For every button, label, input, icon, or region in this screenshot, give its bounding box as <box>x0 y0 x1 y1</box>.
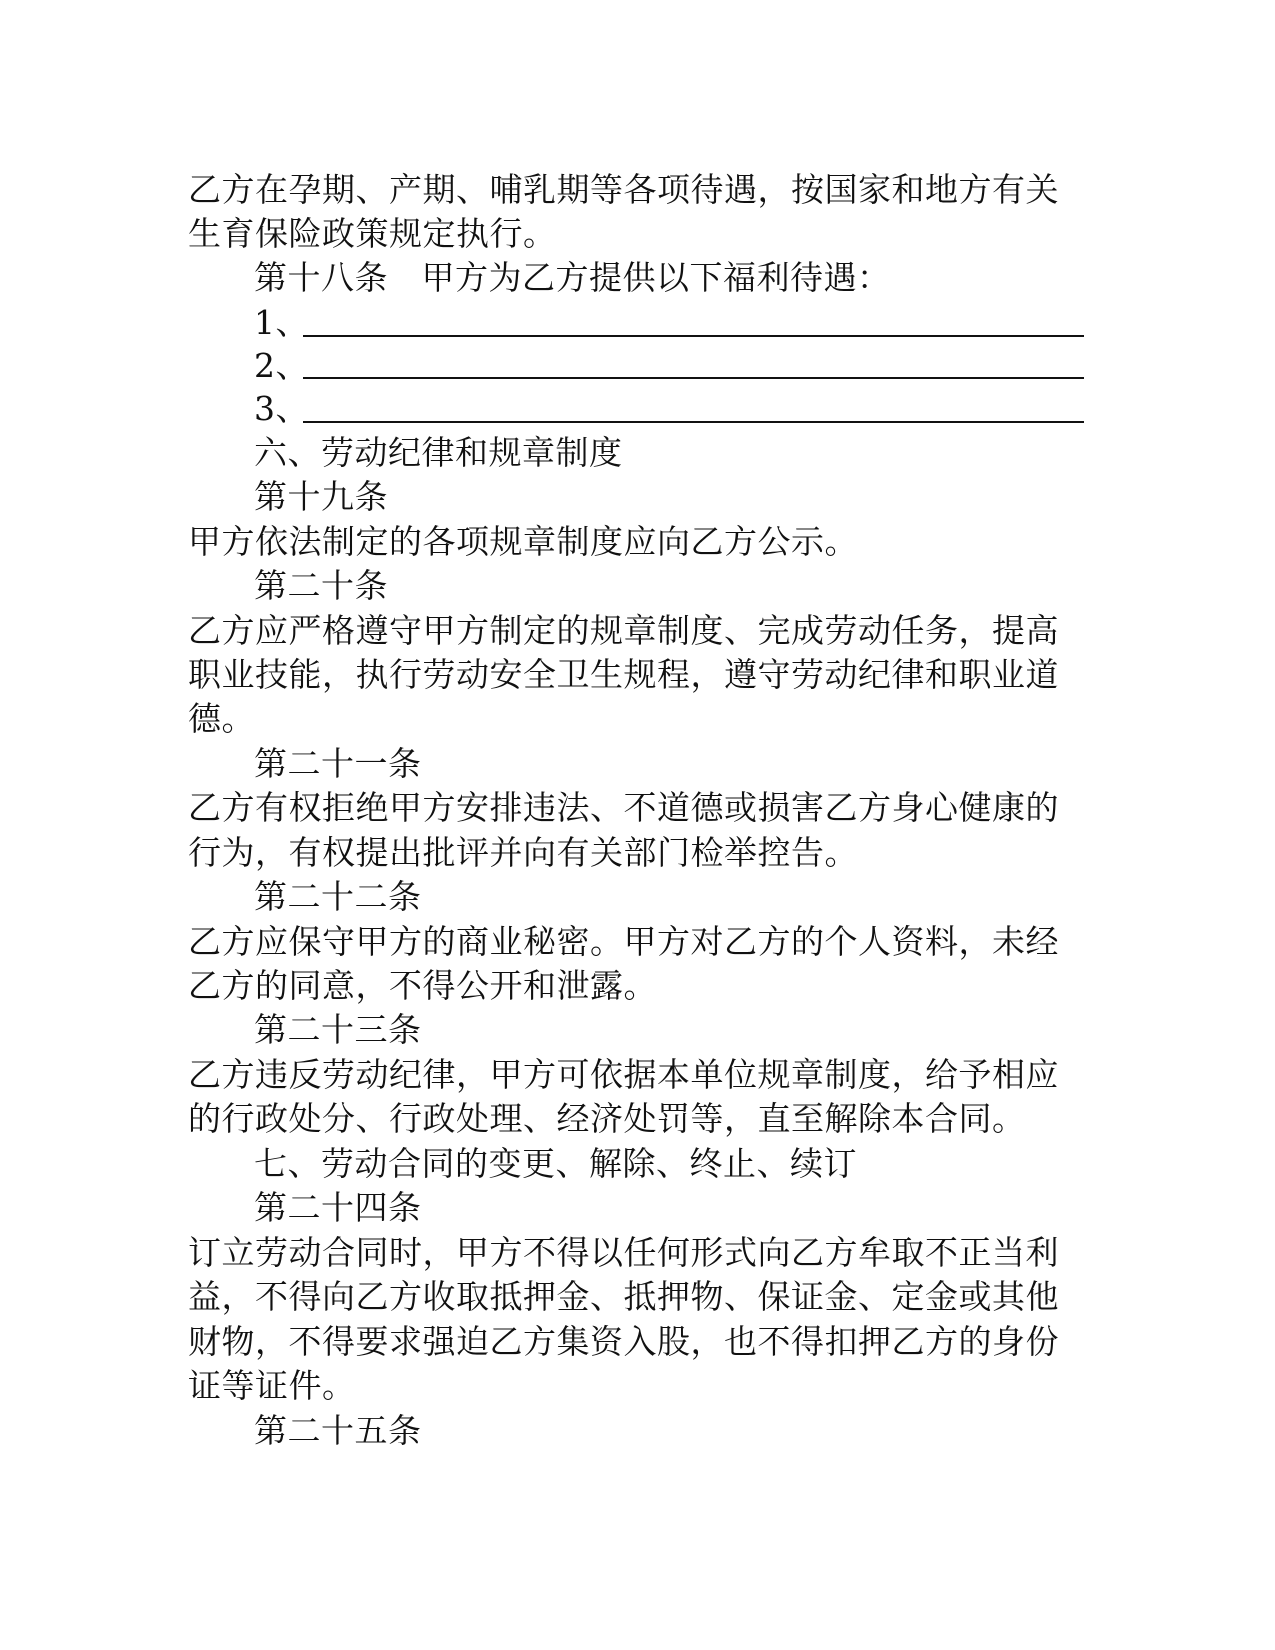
paragraph-line: 生育保险政策规定执行。 <box>188 214 557 253</box>
paragraph-line: 乙方违反劳动纪律，甲方可依据本单位规章制度，给予相应 <box>188 1055 1059 1094</box>
fill-in-blank-line <box>303 377 1084 379</box>
list-item-number: 1、 <box>254 303 309 342</box>
paragraph-line: 财物，不得要求强迫乙方集资入股，也不得扣押乙方的身份 <box>188 1322 1059 1361</box>
paragraph-line: 行为，有权提出批评并向有关部门检举控告。 <box>188 833 858 872</box>
article-heading: 第二十条 <box>254 566 388 605</box>
list-item-number: 2、 <box>254 346 309 385</box>
paragraph-line: 益，不得向乙方收取抵押金、抵押物、保证金、定金或其他 <box>188 1277 1059 1316</box>
paragraph-line: 乙方有权拒绝甲方安排违法、不道德或损害乙方身心健康的 <box>188 788 1059 827</box>
paragraph-line: 职业技能，执行劳动安全卫生规程，遵守劳动纪律和职业道 <box>188 655 1059 694</box>
paragraph-line: 订立劳动合同时，甲方不得以任何形式向乙方牟取不正当利 <box>188 1233 1059 1272</box>
article-heading: 第二十三条 <box>254 1010 422 1049</box>
article-heading: 第二十五条 <box>254 1411 422 1450</box>
fill-in-blank-line <box>303 335 1084 337</box>
article-heading: 第十八条 甲方为乙方提供以下福利待遇： <box>254 258 891 297</box>
paragraph-line: 德。 <box>188 699 255 738</box>
section-heading: 七、劳动合同的变更、解除、终止、续订 <box>254 1144 857 1183</box>
paragraph-line: 的行政处分、行政处理、经济处罚等，直至解除本合同。 <box>188 1099 1026 1138</box>
paragraph-line: 乙方在孕期、产期、哺乳期等各项待遇，按国家和地方有关 <box>188 170 1059 209</box>
list-item-number: 3、 <box>254 389 309 428</box>
paragraph-line: 甲方依法制定的各项规章制度应向乙方公示。 <box>188 522 858 561</box>
article-heading: 第二十二条 <box>254 877 422 916</box>
article-heading: 第十九条 <box>254 477 388 516</box>
section-heading: 六、劳动纪律和规章制度 <box>254 433 623 472</box>
article-heading: 第二十四条 <box>254 1188 422 1227</box>
paragraph-line: 乙方的同意，不得公开和泄露。 <box>188 966 657 1005</box>
paragraph-line: 证等证件。 <box>188 1366 356 1405</box>
paragraph-line: 乙方应保守甲方的商业秘密。甲方对乙方的个人资料，未经 <box>188 922 1059 961</box>
fill-in-blank-line <box>303 421 1084 423</box>
paragraph-line: 乙方应严格遵守甲方制定的规章制度、完成劳动任务，提高 <box>188 611 1059 650</box>
article-heading: 第二十一条 <box>254 744 422 783</box>
